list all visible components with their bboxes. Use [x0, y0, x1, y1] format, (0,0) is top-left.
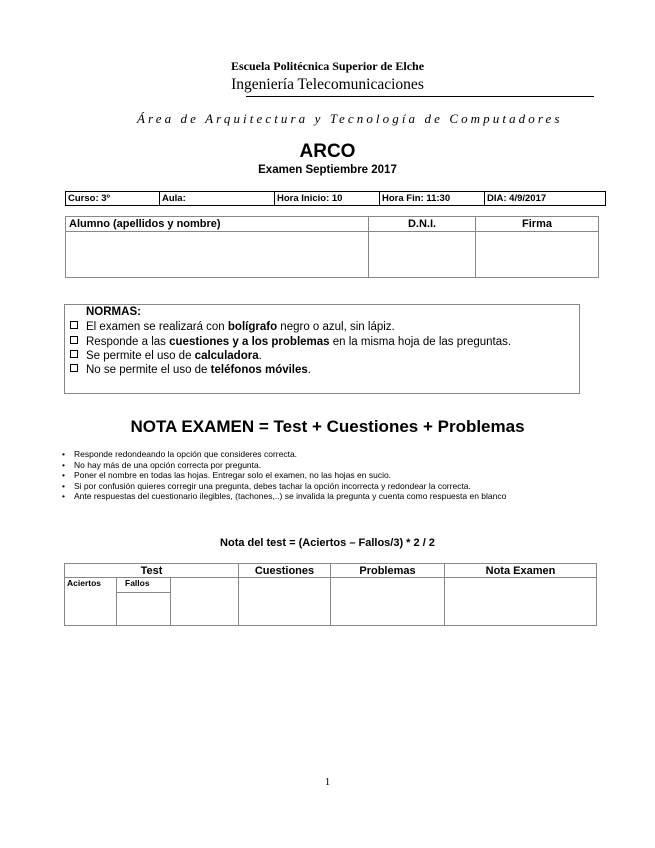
- instruction-item: • Si por confusión quieres corregir una pregunta, debes tachar la opción incorrecta y redondear la correcta.: [62, 481, 602, 492]
- checkbox-icon: [70, 364, 78, 372]
- checkbox-icon: [70, 321, 78, 329]
- header-divider: [246, 96, 594, 97]
- normas-rule: El examen se realizará con bolígrafo negro o azul, sin lápiz.: [70, 321, 395, 333]
- student-name-field[interactable]: [66, 232, 369, 278]
- aciertos-label: Aciertos: [67, 578, 102, 588]
- hora-fin-cell: Hora Fin: 11:30: [380, 192, 485, 206]
- problemas-cell[interactable]: [331, 578, 445, 626]
- dia-cell: DIA: 4/9/2017: [485, 192, 606, 206]
- cuestiones-header: Cuestiones: [239, 564, 331, 578]
- instruction-item: • Ante respuestas del cuestionario ilegibles, (tachones,..) se invalida la pregunta y cuenta como respuesta en blanco: [62, 491, 602, 502]
- student-table: [65, 216, 599, 278]
- normas-rule: Se permite el uso de calculadora.: [70, 350, 262, 362]
- normas-rule: No se permite el uso de teléfonos móviles.: [70, 364, 311, 376]
- instruction-item: • Poner el nombre en todas las hojas. Entregar solo el examen, no las hojas en sucio.: [62, 470, 602, 481]
- nota-examen-cell[interactable]: [445, 578, 597, 626]
- instruction-item: • Responde redondeando la opción que consideres correcta.: [62, 449, 602, 460]
- fallos-cell[interactable]: [117, 578, 171, 626]
- dni-field[interactable]: [369, 232, 476, 278]
- aula-cell: Aula:: [160, 192, 275, 206]
- checkbox-icon: [70, 350, 78, 358]
- instructions-list: [62, 449, 602, 502]
- grades-table: [64, 563, 597, 626]
- exam-title: ARCO: [299, 141, 356, 162]
- department-area: Área de Arquitectura y Tecnología de Computadores: [137, 111, 563, 126]
- fallos-label: Fallos: [117, 578, 170, 593]
- test-score-cell[interactable]: [171, 578, 239, 626]
- normas-rule: Responde a las cuestiones y a los problemas en la misma hoja de las preguntas.: [70, 336, 511, 348]
- problemas-header: Problemas: [331, 564, 445, 578]
- dni-header: D.N.I.: [369, 217, 476, 232]
- normas-heading: NORMAS:: [86, 306, 141, 318]
- firma-field[interactable]: [476, 232, 599, 278]
- school-name: Escuela Politécnica Superior de Elche: [230, 59, 425, 73]
- nota-examen-header: Nota Examen: [445, 564, 597, 578]
- degree-name: Ingeniería Telecomunicaciones: [231, 76, 424, 93]
- normas-box: [64, 304, 580, 394]
- checkbox-icon: [70, 336, 78, 344]
- grade-formula: NOTA EXAMEN = Test + Cuestiones + Problemas: [130, 417, 525, 436]
- hora-inicio-cell: Hora Inicio: 10: [275, 192, 380, 206]
- instruction-item: • No hay más de una opción correcta por pregunta.: [62, 460, 602, 471]
- test-header: Test: [65, 564, 239, 578]
- exam-subtitle: Examen Septiembre 2017: [258, 164, 397, 176]
- exam-info-table: [65, 191, 606, 206]
- firma-header: Firma: [476, 217, 599, 232]
- test-score-formula: Nota del test = (Aciertos – Fallos/3) * 2 / 2: [220, 537, 435, 549]
- aciertos-cell[interactable]: [65, 578, 117, 626]
- page-number: 1: [324, 776, 331, 788]
- student-name-header: Alumno (apellidos y nombre): [66, 217, 369, 232]
- curso-cell: Curso: 3º: [66, 192, 160, 206]
- cuestiones-cell[interactable]: [239, 578, 331, 626]
